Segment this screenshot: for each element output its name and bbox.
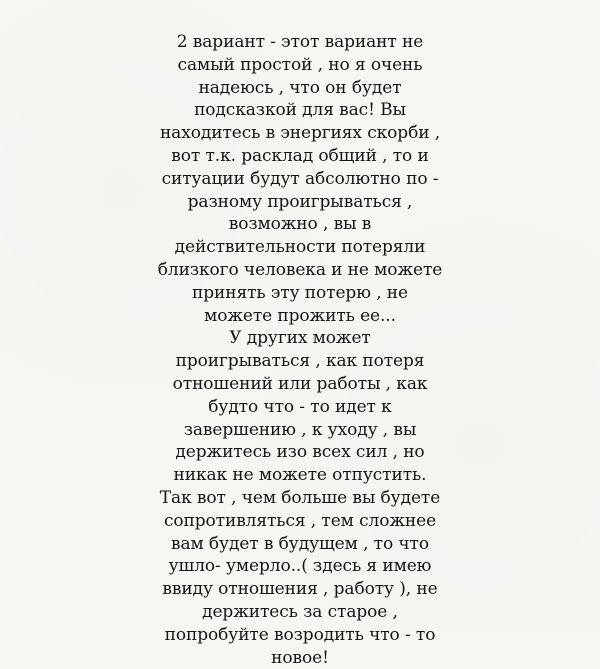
text-line: сопротивляться , тем сложнее [163,510,437,531]
text-line: будто что - то идет к [208,396,392,417]
text-line: отношений или работы , как [172,373,428,394]
tarot-reading-text [130,31,470,669]
text-line: У других может [229,328,371,349]
text-line: близкого человека и не можете [157,259,443,280]
text-line: можете прожить ее... [204,305,396,326]
text-line: 2 вариант - этот вариант не [176,32,424,52]
text-line: действительности потеряли [174,237,426,258]
text-line: вам будет в будущем , то что [170,533,429,554]
text-line: разному проигрываться , [187,191,413,212]
text-line: ввиду отношения , работу ), не [162,579,438,600]
text-line: принять эту потерю , не [191,282,408,303]
text-line: проигрываться , как потеря [175,351,425,372]
text-line: новое! [271,647,329,668]
text-line: находитесь в энергиях скорби , [159,123,441,144]
text-line: завершению , к уходу , вы [183,419,417,440]
text-line: никак не можете отпустить. [173,465,427,486]
text-line: возможно , вы в [228,214,372,235]
text-line: Так вот , чем больше вы будете [159,487,441,508]
text-line: вот т.к. расклад общий , то и [171,145,429,166]
text-line: держитесь изо всех сил , но [175,442,425,463]
text-line: держитесь за старое , [202,601,398,622]
text-line: самый простой , но я очень [177,54,423,75]
text-line: подсказкой для вас! Вы [194,100,406,121]
text-line: ушло- умерло..( здесь я имею [168,556,432,577]
text-line: ситуации будут абсолютно по - [161,168,439,189]
text-line: попробуйте возродить что - то [164,624,436,645]
text-line: надеюсь , что он будет [198,77,402,98]
